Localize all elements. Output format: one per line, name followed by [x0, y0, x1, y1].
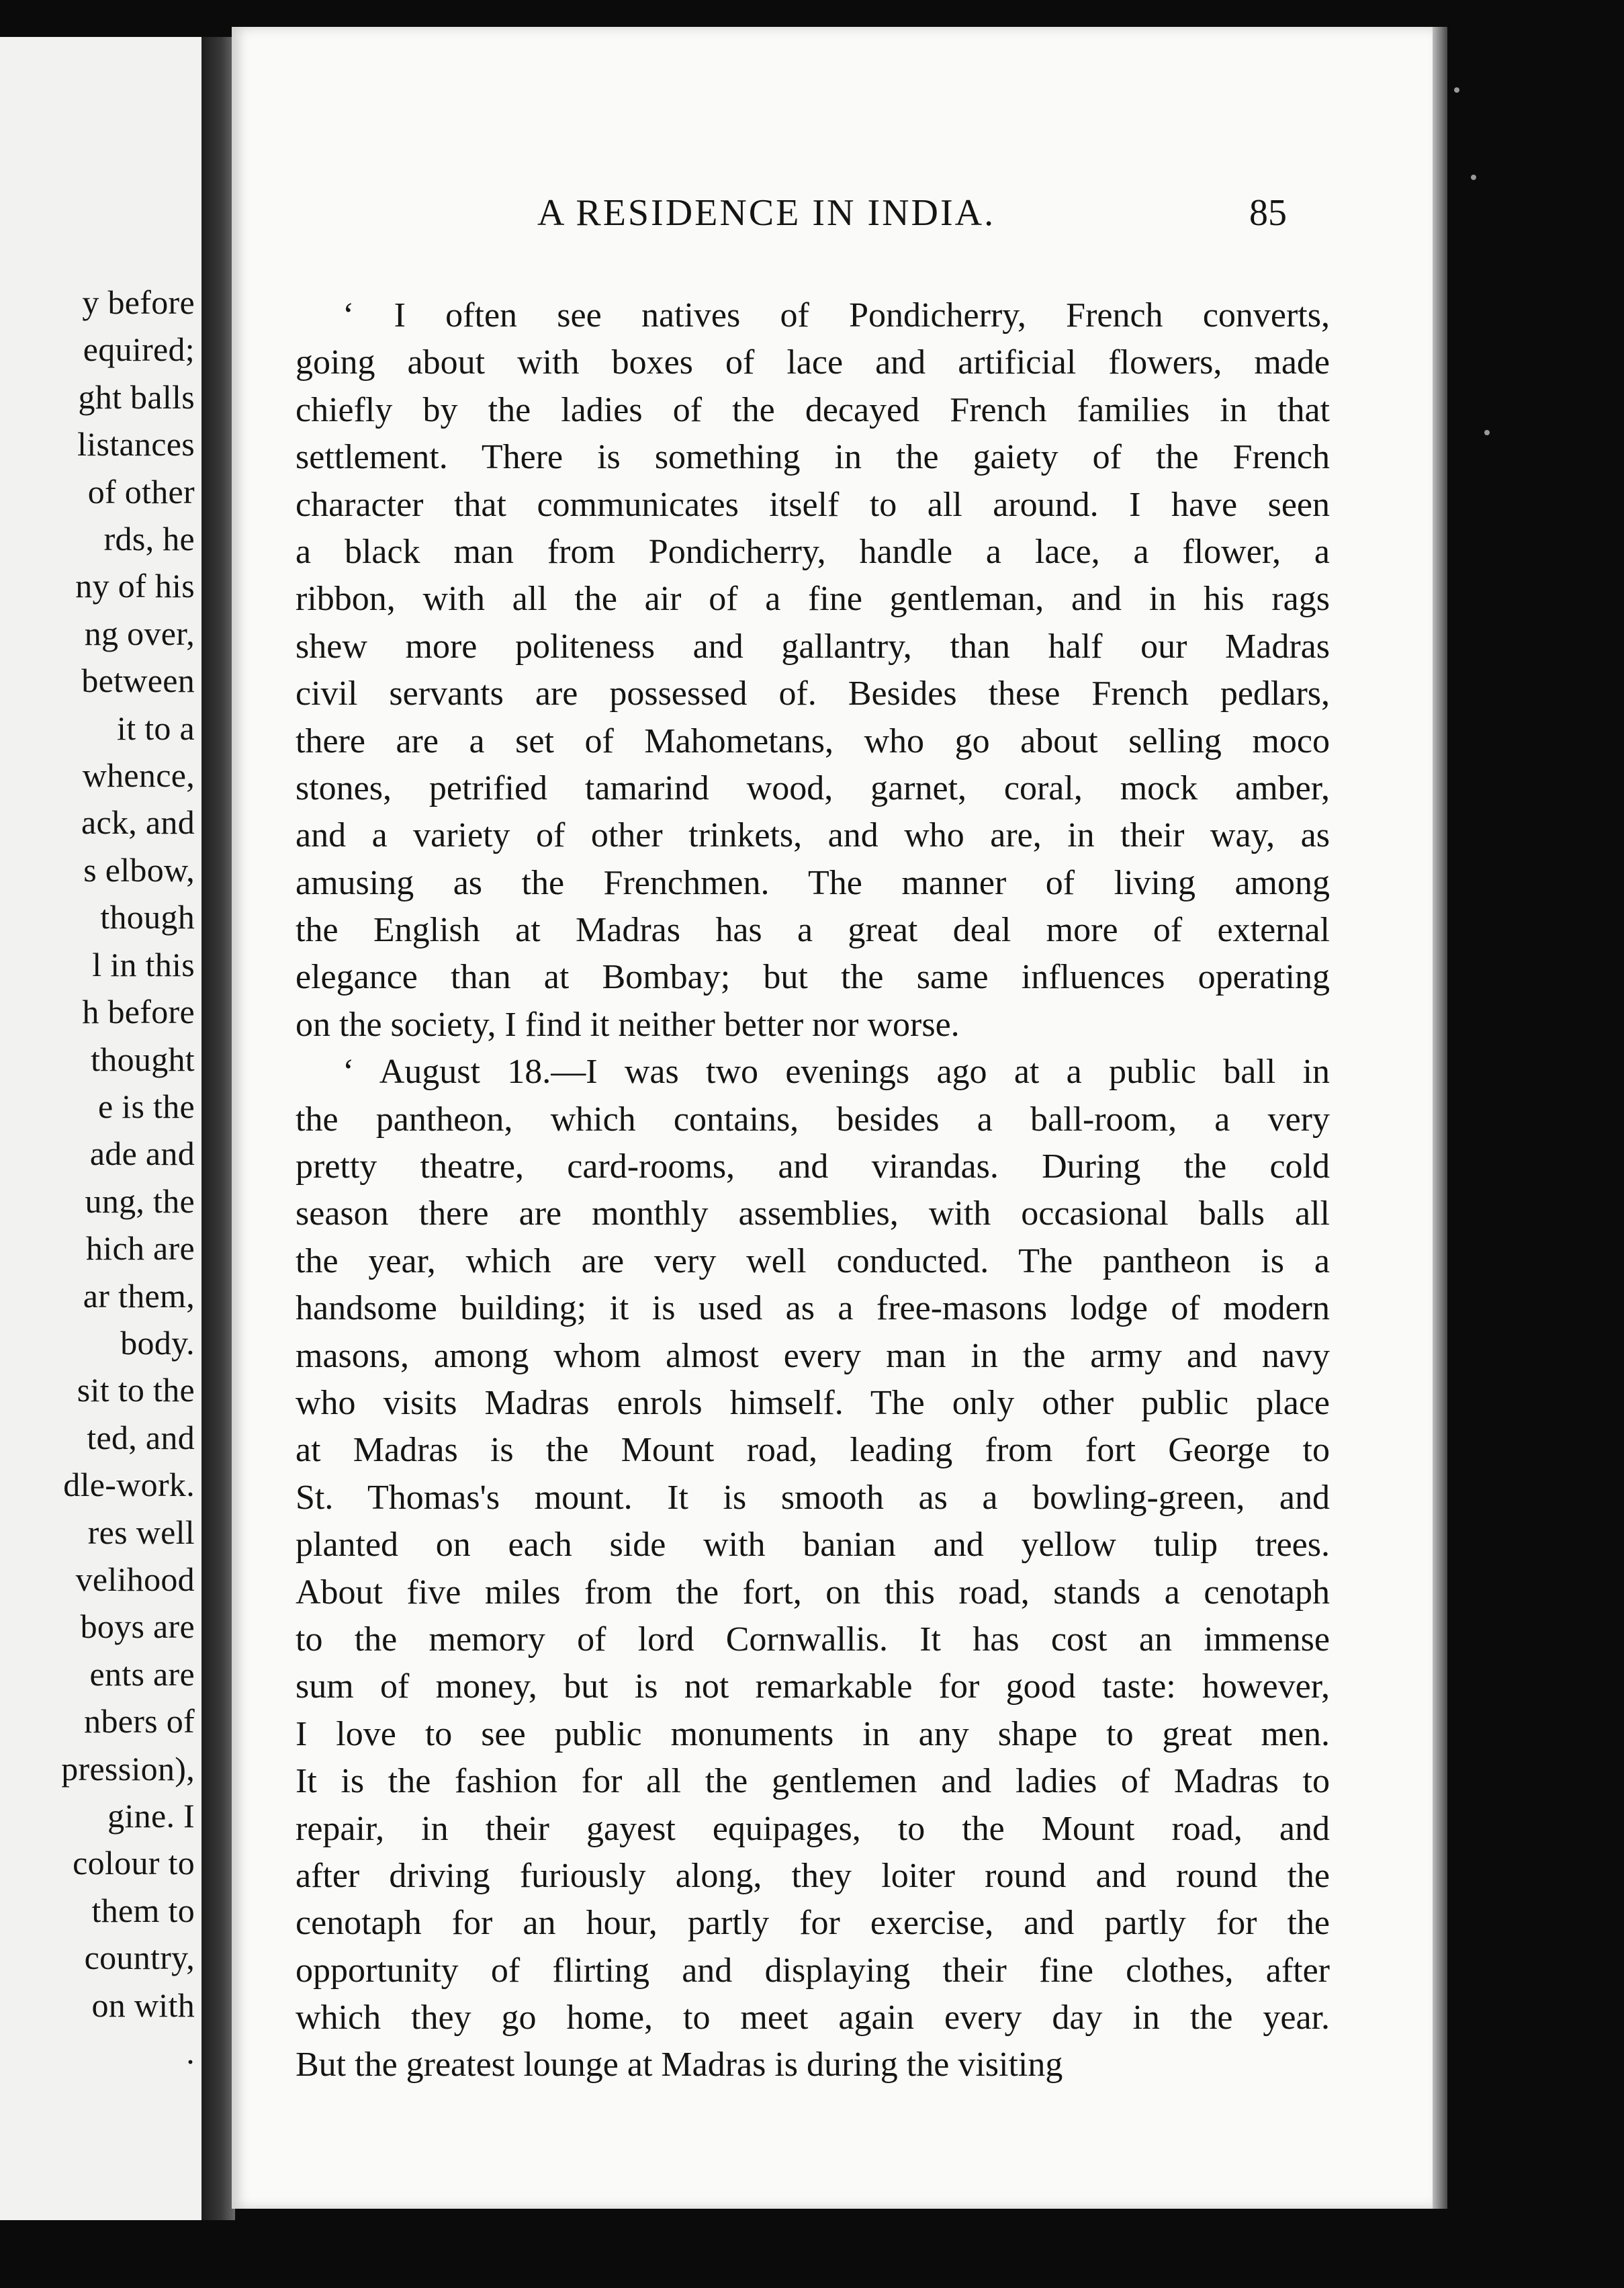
text-line: at Madras is the Mount road, leading from fort George to	[296, 1431, 1330, 1470]
left-line: ted, and	[87, 1418, 195, 1456]
text-line: amusing as the Frenchmen. The manner of living among	[296, 863, 1330, 902]
text-line: ribbon, with all the air of a fine gentleman, and in his rags	[296, 580, 1330, 619]
left-line: l in this	[92, 945, 195, 983]
left-line: thought	[91, 1040, 195, 1078]
left-line: colour to	[73, 1844, 195, 1882]
text-line: the year, which are very well conducted. The pantheon is a	[296, 1241, 1330, 1280]
left-line: them to	[91, 1891, 195, 1929]
left-line: res well	[87, 1513, 195, 1551]
text-line: St. Thomas's mount. It is smooth as a bowling-green, and	[296, 1478, 1330, 1517]
left-line: though	[100, 898, 195, 936]
text-line: the pantheon, which contains, besides a ball-room, a very	[296, 1100, 1330, 1139]
text-line: character that communicates itself to all around. I have seen	[296, 485, 1330, 524]
left-line: pression),	[61, 1749, 195, 1788]
left-line: rds, he	[103, 520, 195, 558]
left-line: it to a	[117, 709, 195, 747]
scan-speck	[1471, 175, 1476, 180]
left-line: ng over,	[84, 614, 195, 652]
right-page	[232, 27, 1433, 2209]
text-line: after driving furiously along, they loiter round and round the	[296, 1856, 1330, 1895]
book-gutter	[201, 37, 235, 2220]
text-line: stones, petrified tamarind wood, garnet, coral, mock amber,	[296, 768, 1330, 807]
left-line: body.	[120, 1323, 195, 1362]
text-line: It is the fashion for all the gentlemen and ladies of Madras to	[296, 1762, 1330, 1801]
page-number: 85	[1249, 192, 1287, 234]
text-line: going about with boxes of lace and artificial flowers, made	[296, 343, 1330, 382]
text-line: and a variety of other trinkets, and who are, in their way, as	[296, 816, 1330, 855]
left-line: ung, the	[85, 1182, 195, 1220]
left-line: ack, and	[81, 803, 195, 842]
left-line: country,	[84, 1939, 195, 1977]
left-line: of other	[87, 472, 195, 511]
left-line: ents are	[89, 1655, 195, 1693]
text-line: the English at Madras has a great deal more of external	[296, 911, 1330, 950]
left-line: .	[186, 2033, 195, 2072]
left-line: e is the	[97, 1087, 195, 1125]
left-line: gine. I	[107, 1797, 195, 1835]
text-line: sum of money, but is not remarkable for good taste: however,	[296, 1667, 1330, 1706]
scan-speck	[1454, 87, 1459, 93]
text-line: repair, in their gayest equipages, to the Mount road, and	[296, 1809, 1330, 1848]
left-line: sit to the	[77, 1371, 195, 1409]
text-line: a black man from Pondicherry, handle a lace, a flower, a	[296, 532, 1330, 571]
text-line: there are a set of Mahometans, who go about selling moco	[296, 721, 1330, 760]
left-line: velihood	[75, 1560, 195, 1598]
left-line: y before	[82, 283, 195, 321]
text-line: masons, among whom almost every man in the army and navy	[296, 1336, 1330, 1375]
left-line: equired;	[83, 331, 195, 369]
left-line: whence,	[82, 756, 195, 795]
text-line: About five miles from the fort, on this road, stands a cenotaph	[296, 1573, 1330, 1612]
left-line: on with	[91, 1986, 195, 2024]
left-line: boys are	[80, 1608, 195, 1646]
left-page-text	[7, 279, 195, 2076]
text-line: to the memory of lord Cornwallis. It has cost an immense	[296, 1620, 1330, 1659]
text-line: shew more politeness and gallantry, than half our Madras	[296, 627, 1330, 666]
text-line: opportunity of flirting and displaying their fine clothes, after	[296, 1951, 1330, 1990]
running-head: A RESIDENCE IN INDIA.	[537, 192, 996, 234]
text-line: I love to see public monuments in any shape to great men.	[296, 1714, 1330, 1753]
left-line: nbers of	[84, 1702, 195, 1741]
left-line: dle-work.	[63, 1466, 195, 1504]
left-line: hich are	[85, 1229, 195, 1268]
text-line: who visits Madras enrols himself. The only other public place	[296, 1383, 1330, 1422]
text-line: settlement. There is something in the gaiety of the French	[296, 438, 1330, 477]
left-page	[0, 37, 211, 2220]
left-line: ny of his	[75, 567, 195, 605]
scan-speck	[1484, 430, 1490, 435]
text-line: which they go home, to meet again every day in the year.	[296, 1998, 1330, 2037]
text-line: civil servants are possessed of. Besides these French pedlars,	[296, 674, 1330, 713]
body-text	[296, 292, 1330, 2089]
page-header	[232, 191, 1433, 245]
left-line: between	[81, 662, 195, 700]
text-line: pretty theatre, card-rooms, and virandas. During the cold	[296, 1147, 1330, 1186]
text-line: ‘ I often see natives of Pondicherry, French converts,	[343, 296, 1330, 335]
text-line: handsome building; it is used as a free-masons lodge of modern	[296, 1289, 1330, 1328]
text-line: elegance than at Bombay; but the same influences operating	[296, 958, 1330, 997]
text-line: chiefly by the ladies of the decayed French families in that	[296, 390, 1330, 429]
left-line: ade and	[89, 1135, 195, 1173]
text-line: But the greatest lounge at Madras is during the visiting	[296, 2045, 1063, 2084]
left-line: listances	[77, 425, 195, 464]
text-line: on the society, I find it neither better nor worse.	[296, 1005, 960, 1044]
left-line: ar them,	[83, 1276, 195, 1315]
text-line: season there are monthly assemblies, with occasional balls all	[296, 1194, 1330, 1233]
text-line: cenotaph for an hour, partly for exercise, and partly for the	[296, 1904, 1330, 1943]
left-line: ght balls	[78, 378, 195, 416]
text-line: ‘ August 18.—I was two evenings ago at a public ball in	[343, 1053, 1330, 1092]
page-edge-shadow	[1433, 27, 1447, 2209]
text-line: planted on each side with banian and yellow tulip trees.	[296, 1526, 1330, 1565]
left-line: s elbow,	[83, 850, 195, 889]
left-line: h before	[82, 993, 195, 1031]
